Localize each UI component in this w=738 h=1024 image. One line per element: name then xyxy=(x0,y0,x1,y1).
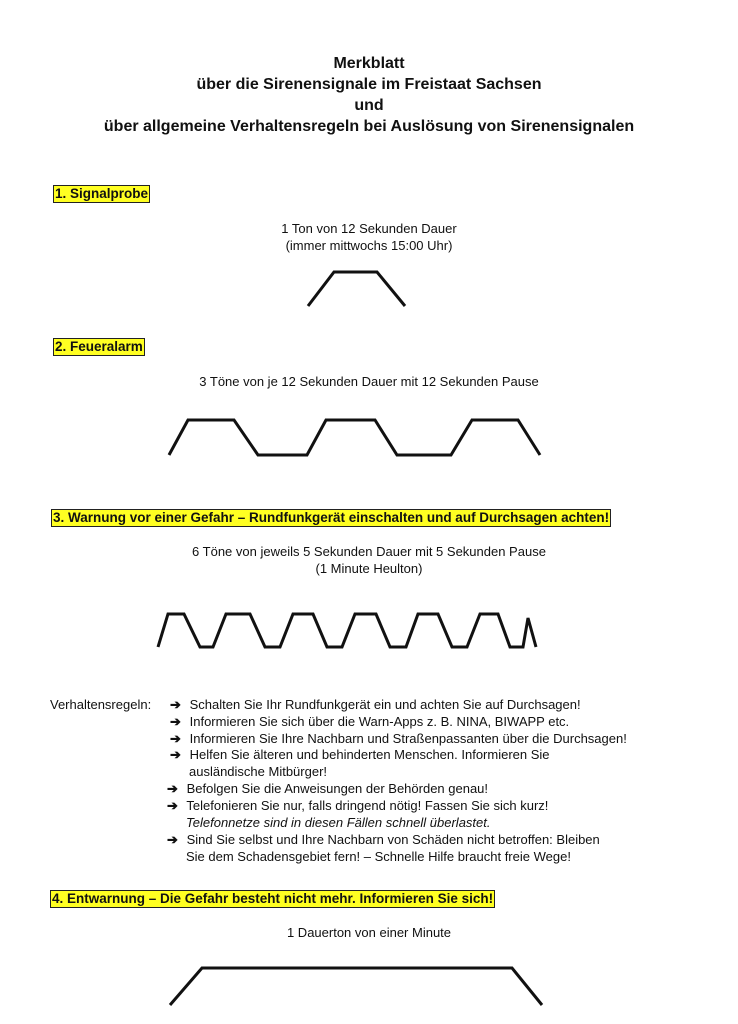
section-4-heading: 4. Entwarnung – Die Gefahr besteht nicht mehr. Informieren Sie sich! xyxy=(52,891,494,906)
section-1-heading: 1. Signalprobe xyxy=(55,186,149,201)
arrow-right-icon: ➔ xyxy=(167,832,178,847)
section-2-heading: 2. Feueralarm xyxy=(55,339,143,354)
rule-item xyxy=(170,713,569,730)
rules-label: Verhaltensregeln: xyxy=(50,697,152,712)
rule-text: Sind Sie selbst und Ihre Nachbarn von Schäden nicht betroffen: Bleiben xyxy=(186,832,600,847)
section-4-desc-line-1: 1 Dauerton von einer Minute xyxy=(286,925,452,940)
arrow-right-icon: ➔ xyxy=(170,747,181,762)
section-1-desc-line-2: (immer mittwochs 15:00 Uhr) xyxy=(285,238,453,253)
rule-text: Telefonieren Sie nur, falls dringend nötig! Fassen Sie sich kurz! xyxy=(186,798,549,813)
arrow-right-icon: ➔ xyxy=(167,781,178,796)
arrow-right-icon: ➔ xyxy=(167,798,178,813)
title-line-4: über allgemeine Verhaltensregeln bei Auslösung von Sirenensignalen xyxy=(103,118,635,135)
rule-text-continuation: Telefonnetze sind in diesen Fällen schnell überlastet. xyxy=(186,815,491,830)
rule-item xyxy=(167,831,600,865)
rule-text: Informieren Sie sich über die Warn-Apps z. B. NINA, BIWAPP etc. xyxy=(189,714,570,729)
rule-item xyxy=(170,696,581,713)
section-1-desc-line-1: 1 Ton von 12 Sekunden Dauer xyxy=(281,221,457,236)
rule-text: Schalten Sie Ihr Rundfunkgerät ein und achten Sie auf Durchsagen! xyxy=(189,697,581,712)
signal-3-waveform xyxy=(0,610,738,660)
arrow-right-icon: ➔ xyxy=(170,714,181,729)
arrow-right-icon: ➔ xyxy=(170,697,181,712)
rule-item xyxy=(167,780,488,797)
title-line-2: über die Sirenensignale im Freistaat Sachsen xyxy=(196,76,542,93)
rule-text-continuation: ausländische Mitbürger! xyxy=(189,764,328,779)
rule-item xyxy=(170,730,627,747)
rule-text: Befolgen Sie die Anweisungen der Behörden genau! xyxy=(186,781,489,796)
signal-2-waveform xyxy=(0,415,738,465)
signal-1-waveform xyxy=(0,265,738,315)
rule-item xyxy=(167,797,548,831)
title-line-3: und xyxy=(354,97,384,114)
rule-text-continuation: Sie dem Schadensgebiet fern! – Schnelle Hilfe braucht freie Wege! xyxy=(186,849,571,864)
rule-item xyxy=(170,746,550,780)
section-2-desc-line-1: 3 Töne von je 12 Sekunden Dauer mit 12 Sekunden Pause xyxy=(199,374,539,389)
section-3-desc-line-1: 6 Töne von jeweils 5 Sekunden Dauer mit 5 Sekunden Pause xyxy=(192,544,546,559)
section-3-heading: 3. Warnung vor einer Gefahr – Rundfunkgerät einschalten und auf Durchsagen achten! xyxy=(53,510,610,525)
rule-text: Informieren Sie Ihre Nachbarn und Straßenpassanten über die Durchsagen! xyxy=(189,731,627,746)
section-3-desc-line-2: (1 Minute Heulton) xyxy=(315,561,423,576)
arrow-right-icon: ➔ xyxy=(170,731,181,746)
signal-4-waveform xyxy=(0,963,738,1013)
rule-text: Helfen Sie älteren und behinderten Menschen. Informieren Sie xyxy=(189,747,550,762)
title-line-1: Merkblatt xyxy=(333,55,405,72)
